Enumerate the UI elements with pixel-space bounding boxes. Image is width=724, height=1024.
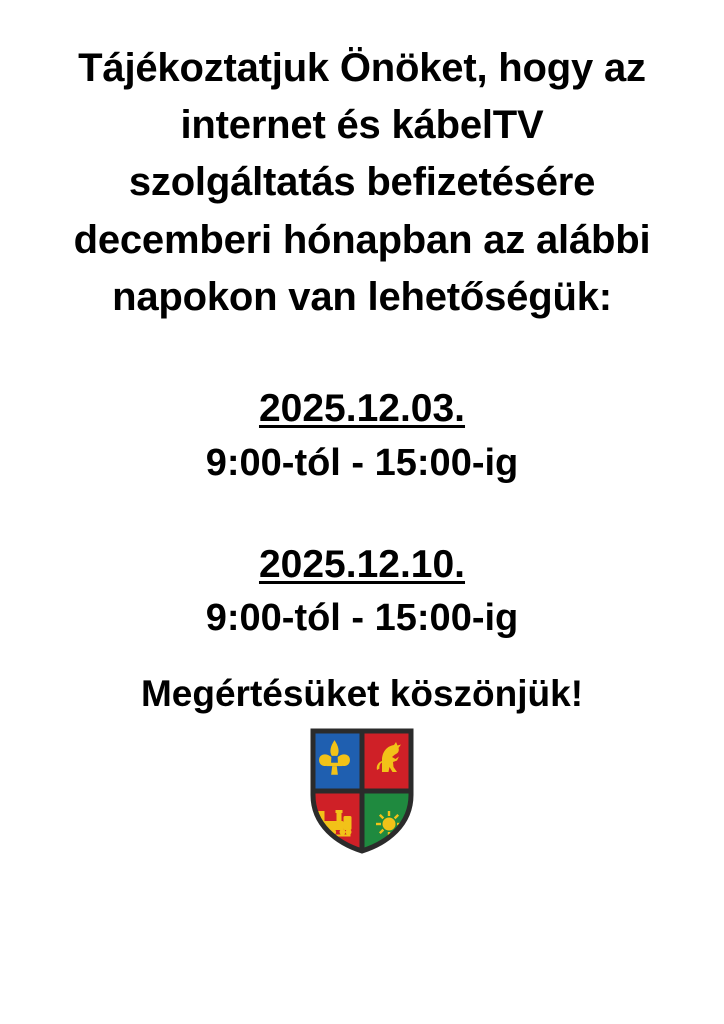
payment-hours-2: 9:00-tól - 15:00-ig <box>205 597 519 640</box>
payment-date-1: 2025.12.03. <box>258 386 466 430</box>
closing-message: Megértésüket köszönjük! <box>140 673 584 715</box>
payment-date-block-2 <box>206 540 519 648</box>
crest-container <box>307 725 417 855</box>
coat-of-arms-icon <box>307 725 417 855</box>
payment-date-2: 2025.12.10. <box>258 542 466 586</box>
notice-headline: Tájékoztatjuk Önöket, hogy az internet és kábelTV szolgáltatás befizetésére decemberi hónapban az alábbi napokon van lehetőségük: <box>73 46 651 319</box>
payment-date-block-1 <box>206 384 519 492</box>
payment-hours-1: 9:00-tól - 15:00-ig <box>205 441 519 484</box>
